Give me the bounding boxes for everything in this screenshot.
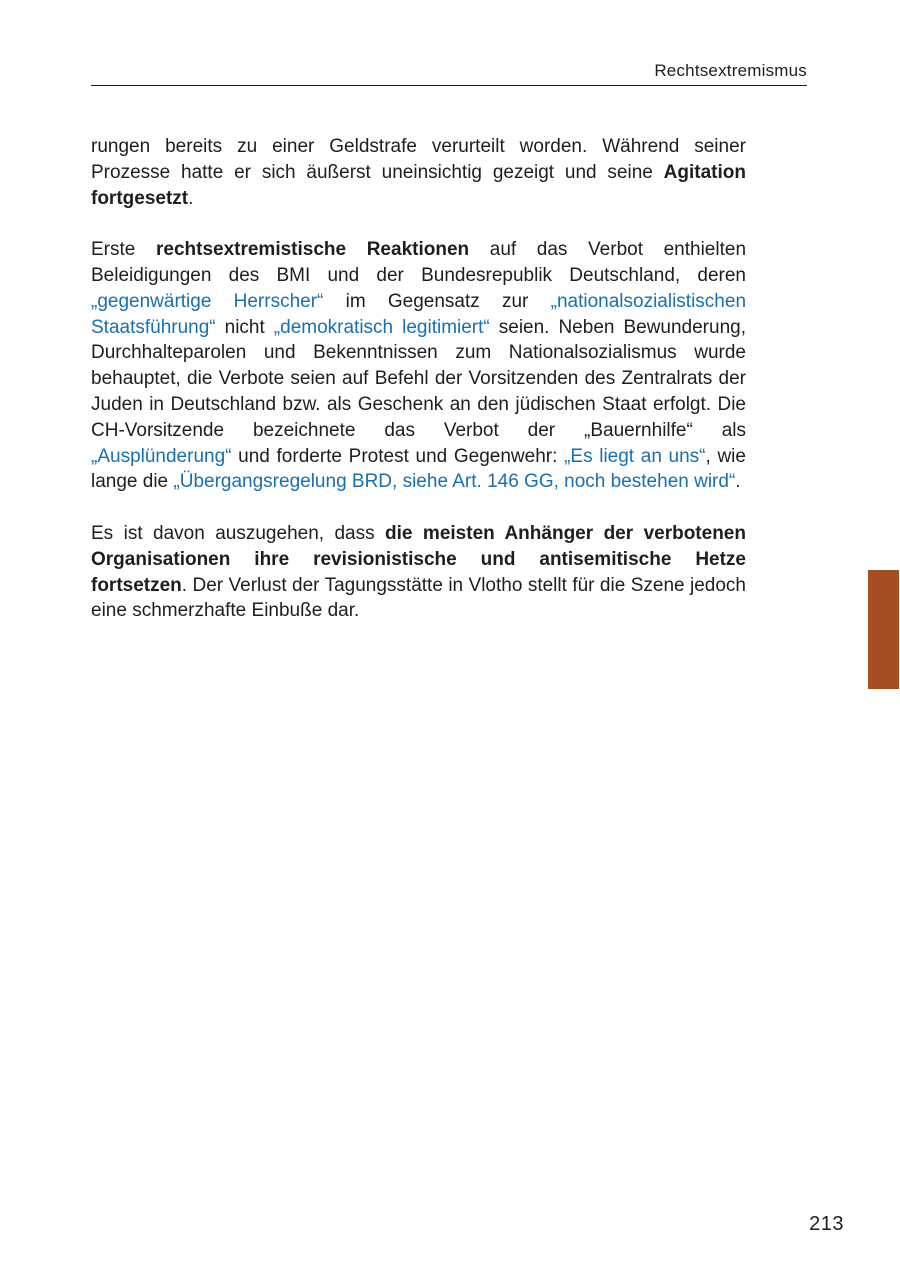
text-run: Es ist davon auszugehen, dass <box>91 522 386 544</box>
quote-highlight: „Es liegt an uns“ <box>564 445 706 467</box>
text-run: Erste <box>91 239 156 261</box>
body-text <box>91 134 746 650</box>
paragraph-2 <box>91 237 746 495</box>
text-run: und forderte Protest und Gegenwehr: <box>231 445 565 467</box>
quote-highlight: „gegenwärtige Herrscher“ <box>91 290 324 312</box>
text-run: im Gegensatz zur <box>323 290 551 312</box>
quote-highlight: „nationalsozialistischen Staatsführung“ <box>91 290 747 338</box>
bold-emphasis: Agitation fortgesetzt <box>91 161 746 209</box>
page-number: 213 <box>809 1213 844 1235</box>
text-run: rungen bereits zu einer Geldstrafe verurteilt worden. Während seiner Prozesse hatte er sich äußerst uneinsichtig gezeigt und seine <box>91 136 746 183</box>
chapter-thumb-tab <box>868 570 899 689</box>
running-header <box>91 58 807 86</box>
text-run: . <box>188 187 194 209</box>
quote-highlight: „Ausplünderung“ <box>91 445 232 467</box>
bold-emphasis: die meisten Anhänger der verbotenen Organisationen ihre revisionistische und antisemitische Hetze fortsetzen <box>91 522 746 596</box>
quote-highlight: „Übergangsregelung BRD, siehe Art. 146 GG, noch bestehen wird“ <box>173 471 736 493</box>
running-header-title: Rechtsextremismus <box>654 61 807 80</box>
text-run: , wie lange die <box>91 445 746 493</box>
text-run: . Der Verlust der Tagungsstätte in Vlotho stellt für die Szene jedoch eine schmerzhafte Einbuße dar. <box>91 574 746 622</box>
paragraph-3 <box>91 521 746 624</box>
bold-emphasis: rechtsextremistische Reaktionen <box>155 239 470 261</box>
text-run: nicht <box>215 316 274 338</box>
text-run: . <box>735 471 741 493</box>
quote-highlight: „demokratisch legitimiert“ <box>273 316 490 338</box>
paragraph-1 <box>91 134 746 211</box>
text-run: auf das Verbot enthielten Beleidigungen des BMI und der Bundesrepublik Deutschland, deren <box>91 239 747 286</box>
text-run: seien. Neben Bewunderung, Durchhalteparolen und Bekenntnissen zum Nationalsozialismus wurde behauptet, die Verbote seien auf Befehl der Vorsitzenden des Zentralrats der Juden in Deutschland bzw. als Geschenk an den jüdischen Staat erfolgt. Die CH-Vorsitzende bezeichnete das Verbot der „Bauernhilfe“ als <box>91 316 746 441</box>
